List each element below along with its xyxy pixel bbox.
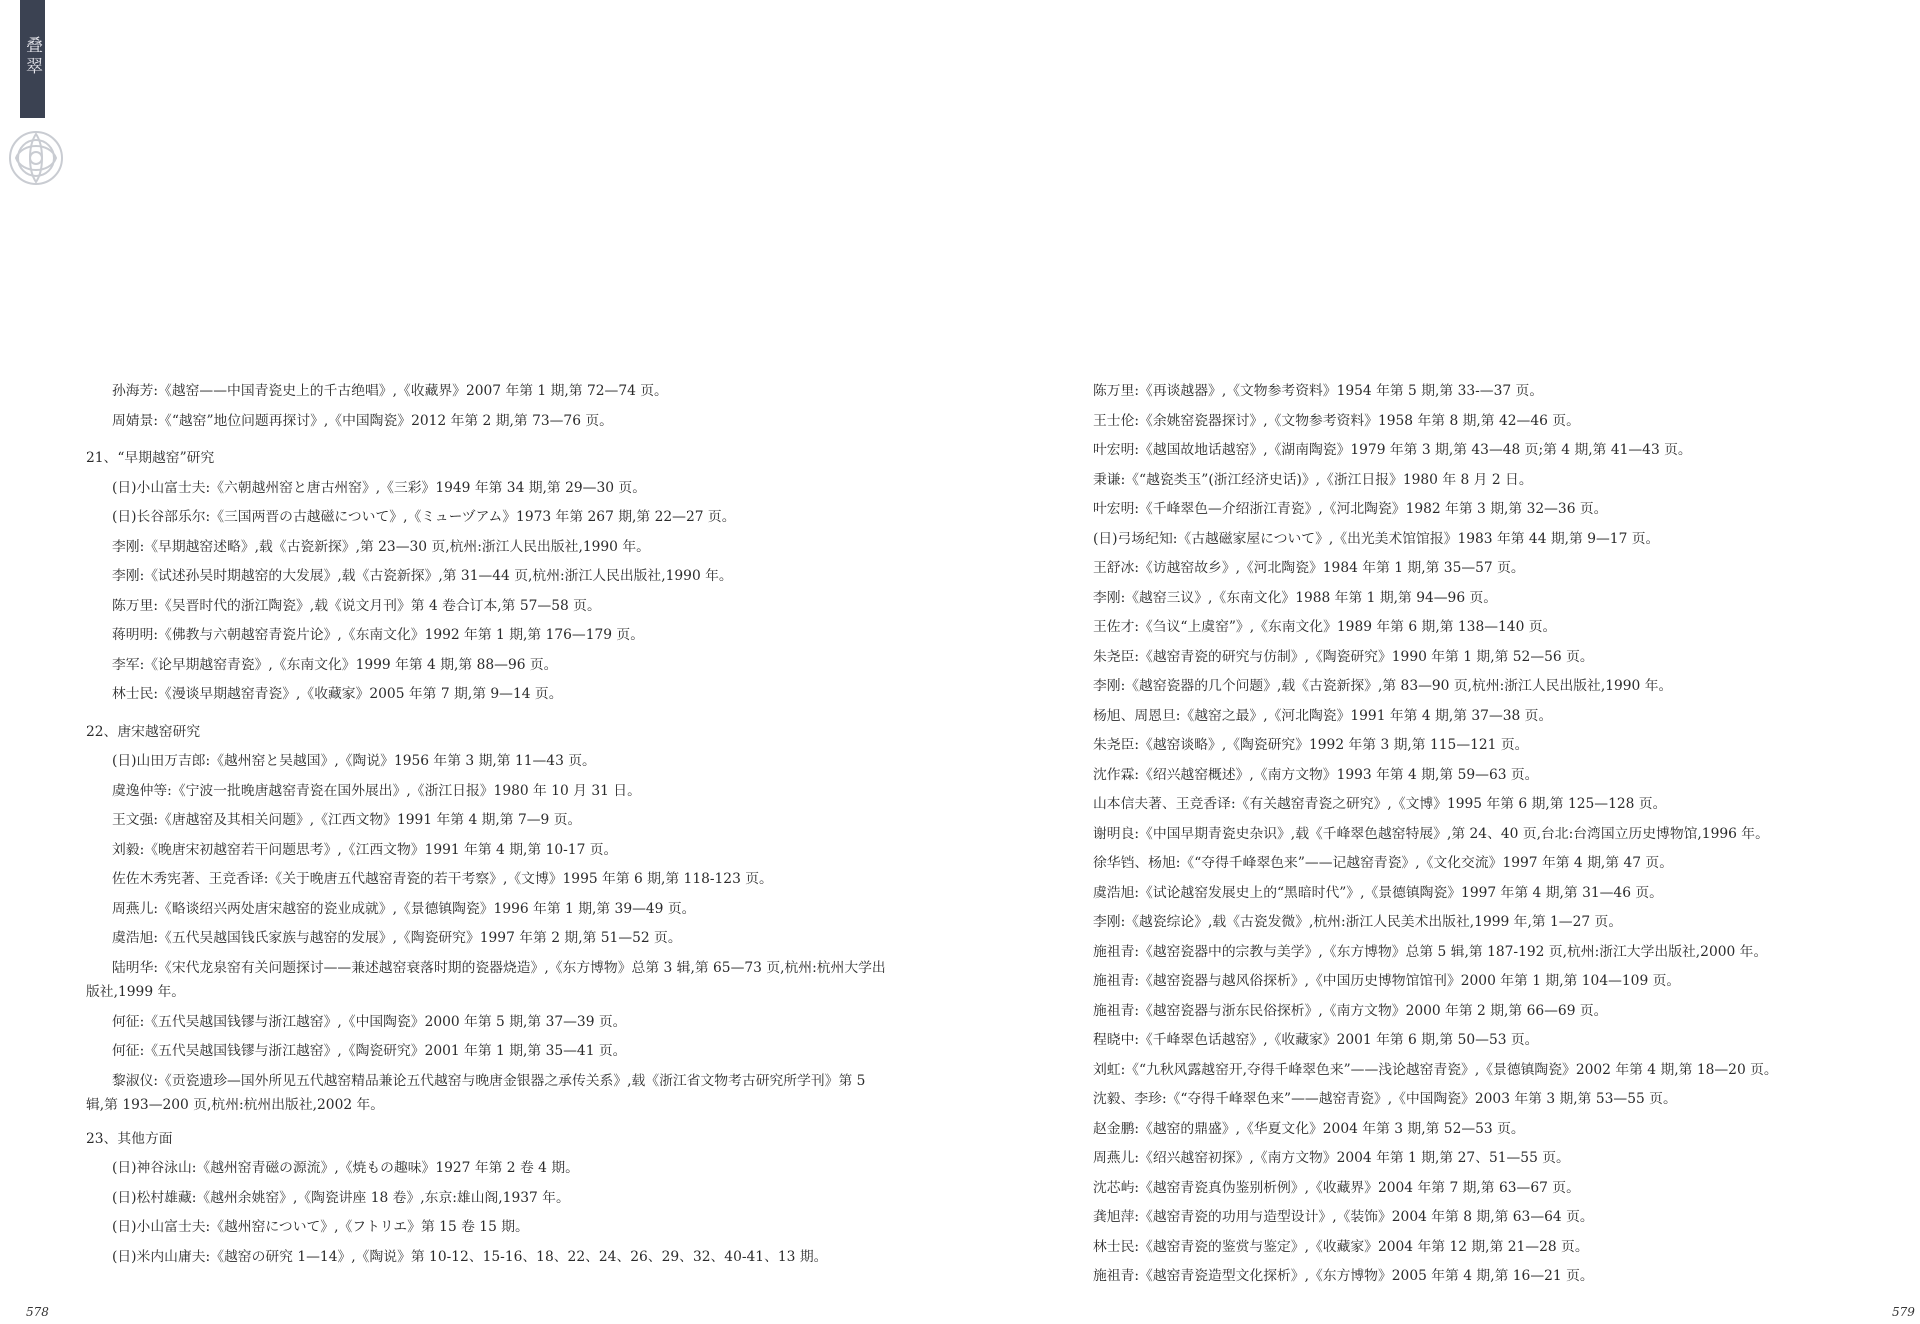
- reference-entry: 刘毅:《晚唐宋初越窑若干问题思考》,《江西文物》1991 年第 4 期,第 10-17 页。: [112, 841, 618, 858]
- reference-entry: 李刚:《越瓷综论》,载《古瓷发微》,杭州:浙江人民美术出版社,1999 年,第 1—27 页。: [1093, 914, 1623, 930]
- reference-entry: (日)山田万吉郎:《越州窑と吴越国》,《陶说》1956 年第 3 期,第 11—43 页。: [112, 753, 596, 769]
- reference-entry: 周燕儿:《略谈绍兴两处唐宋越窑的瓷业成就》,《景德镇陶瓷》1996 年第 1 期,第 39—49 页。: [112, 900, 696, 917]
- reference-entry: 何征:《五代吴越国钱镠与浙江越窑》,《陶瓷研究》2001 年第 1 期,第 35—41 页。: [112, 1043, 627, 1059]
- running-head: 叠翠: [22, 36, 42, 78]
- reference-entry: (日)小山富士夫:《六朝越州窑と唐古州窑》,《三彩》1949 年第 34 期,第 29—30 页。: [112, 479, 647, 496]
- reference-entry: 陈万里:《再谈越器》,《文物参考资料》1954 年第 5 期,第 33-—37 页。: [1093, 383, 1544, 399]
- reference-entry: 秉谦:《“越瓷类玉”(浙江经济史话)》,《浙江日报》1980 年 8 月 2 日。: [1093, 471, 1533, 488]
- reference-entry: 施祖青:《越窑瓷器与浙东民俗探析》,《南方文物》2000 年第 2 期,第 66—69 页。: [1093, 1002, 1608, 1019]
- ornamental-medallion-icon: [2, 124, 70, 192]
- reference-entry: 李刚:《越窑瓷器的几个问题》,载《古瓷新探》,第 83—90 页,杭州:浙江人民出版社,1990 年。: [1093, 678, 1673, 694]
- reference-entry: 施祖青:《越窑青瓷造型文化探析》,《东方博物》2005 年第 4 期,第 16—21 页。: [1093, 1268, 1594, 1284]
- reference-entry: 刘虹:《“九秋风露越窑开,夺得千峰翠色来”——浅论越窑青瓷》,《景德镇陶瓷》2002 年第 4 期,第 18—20 页。: [1093, 1061, 1778, 1078]
- section-heading: 22、唐宋越窑研究: [86, 723, 201, 740]
- reference-entry: 李军:《论早期越窑青瓷》,《东南文化》1999 年第 4 期,第 88—96 页。: [112, 656, 558, 673]
- reference-entry: 李刚:《试述孙吴时期越窑的大发展》,载《古瓷新探》,第 31—44 页,杭州:浙江人民出版社,1990 年。: [112, 568, 733, 584]
- reference-entry: (日)弓场纪知:《古越磁家屋について》,《出光美术馆馆报》1983 年第 44 期,第 9—17 页。: [1093, 530, 1660, 547]
- reference-entry: (日)米内山庸夫:《越窑の研究 1—14》,《陶说》第 10-12、15-16、18、22、24、26、29、32、40-41、13 期。: [112, 1248, 828, 1265]
- reference-entry: 陈万里:《吴晋时代的浙江陶瓷》,载《说文月刊》第 4 卷合订本,第 57—58 页。: [112, 597, 601, 614]
- reference-entry: 王佐才:《刍议“上虞窑”》,《东南文化》1989 年第 6 期,第 138—140 页。: [1093, 619, 1557, 635]
- reference-entry: 王舒冰:《访越窑故乡》,《河北陶瓷》1984 年第 1 期,第 35—57 页。: [1093, 560, 1525, 576]
- reference-entry: 王士伦:《余姚窑瓷器探讨》,《文物参考资料》1958 年第 8 期,第 42—46 页。: [1093, 412, 1580, 429]
- reference-entry: (日)小山富士夫:《越州窑について》,《フトリエ》第 15 卷 15 期。: [112, 1219, 529, 1235]
- reference-entry: 林士民:《漫谈早期越窑青瓷》,《收藏家》2005 年第 7 期,第 9—14 页。: [112, 686, 563, 702]
- reference-entry: 施祖青:《越窑瓷器中的宗教与美学》,《东方博物》总第 5 辑,第 187-192 页,杭州:浙江大学出版社,2000 年。: [1093, 943, 1768, 960]
- reference-entry: (日)松村雄藏:《越州余姚窑》,《陶瓷讲座 18 卷》,东京:雄山阁,1937 年。: [112, 1189, 570, 1206]
- reference-entry: (日)长谷部乐尔:《三国两晋の古越磁について》,《ミューヅアム》1973 年第 267 期,第 22—27 页。: [112, 509, 736, 525]
- reference-entry: 叶宏明:《越国故地话越窑》,《湖南陶瓷》1979 年第 3 期,第 43—48 页;第 4 期,第 41—43 页。: [1093, 442, 1692, 458]
- reference-entry: 林士民:《越窑青瓷的鉴赏与鉴定》,《收藏家》2004 年第 12 期,第 21—28 页。: [1093, 1238, 1589, 1255]
- reference-entry: 王文强:《唐越窑及其相关问题》,《江西文物》1991 年第 4 期,第 7—9 页。: [112, 812, 582, 828]
- reference-entry: 虞浩旭:《试论越窑发展史上的“黑暗时代”》,《景德镇陶瓷》1997 年第 4 期,第 31—46 页。: [1093, 884, 1663, 901]
- reference-entry: 沈芯屿:《越窑青瓷真伪鉴别析例》,《收藏界》2004 年第 7 期,第 63—67 页。: [1093, 1179, 1580, 1196]
- reference-entry: 龚旭萍:《越窑青瓷的功用与造型设计》,《装饰》2004 年第 8 期,第 63—64 页。: [1093, 1209, 1594, 1225]
- reference-entry: 何征:《五代吴越国钱镠与浙江越窑》,《中国陶瓷》2000 年第 5 期,第 37—39 页。: [112, 1013, 627, 1030]
- reference-entry: 谢明良:《中国早期青瓷史杂识》,载《千峰翠色越窑特展》,第 24、40 页,台北:台湾国立历史博物馆,1996 年。: [1093, 825, 1769, 842]
- reference-entry: 施祖青:《越窑瓷器与越风俗探析》,《中国历史博物馆馆刊》2000 年第 1 期,第 104—109 页。: [1093, 973, 1681, 989]
- reference-entry: 蒋明明:《佛教与六朝越窑青瓷片论》,《东南文化》1992 年第 1 期,第 176—179 页。: [112, 627, 645, 643]
- reference-entry: 李刚:《早期越窑述略》,载《古瓷新探》,第 23—30 页,杭州:浙江人民出版社,1990 年。: [112, 538, 650, 555]
- page-number-right: 579: [1892, 1305, 1915, 1319]
- section-heading: 23、其他方面: [86, 1130, 173, 1147]
- reference-entry: 沈作霖:《绍兴越窑概述》,《南方文物》1993 年第 4 期,第 59—63 页。: [1093, 766, 1539, 783]
- reference-entry: 虞逸仲等:《宁波一批晚唐越窑青瓷在国外展出》,《浙江日报》1980 年 10 月 31 日。: [112, 782, 641, 799]
- left-column: [86, 377, 886, 1272]
- reference-entry: 朱尧臣:《越窑青瓷的研究与仿制》,《陶瓷研究》1990 年第 1 期,第 52—56 页。: [1093, 648, 1594, 665]
- reference-entry: 虞浩旭:《五代吴越国钱氏家族与越窑的发展》,《陶瓷研究》1997 年第 2 期,第 51—52 页。: [112, 930, 682, 946]
- reference-entry: 赵金鹏:《越窑的鼎盛》,《华夏文化》2004 年第 3 期,第 52—53 页。: [1093, 1120, 1525, 1137]
- reference-entry: 黎淑仪:《贡瓷遗珍—国外所见五代越窑精品兼论五代越窑与晚唐金银器之承传关系》,载《浙江省文物考古研究所学刊》第 5 辑,第 193—200 页,杭州:杭州出版社,2002 年。: [86, 1072, 866, 1113]
- reference-entry: 朱尧臣:《越窑谈略》,《陶瓷研究》1992 年第 3 期,第 115—121 页。: [1093, 737, 1529, 753]
- reference-entry: 徐华铛、杨旭:《“夺得千峰翠色来”——记越窑青瓷》,《文化交流》1997 年第 4 期,第 47 页。: [1093, 855, 1673, 871]
- right-column: [1093, 377, 1913, 1292]
- reference-entry: 陆明华:《宋代龙泉窑有关问题探讨——兼述越窑衰落时期的瓷器烧造》,《东方博物》总第 3 辑,第 65—73 页,杭州:杭州大学出版社,1999 年。: [86, 959, 886, 1000]
- reference-entry: 沈毅、李珍:《“夺得千峰翠色来”——越窑青瓷》,《中国陶瓷》2003 年第 3 期,第 53—55 页。: [1093, 1091, 1677, 1107]
- reference-entry: 佐佐木秀宪著、王竞香译:《关于晚唐五代越窑青瓷的若干考察》,《文博》1995 年第 6 期,第 118-123 页。: [112, 871, 773, 887]
- page-number-left: 578: [26, 1305, 49, 1319]
- reference-entry: 程晓中:《千峰翠色话越窑》,《收藏家》2001 年第 6 期,第 50—53 页。: [1093, 1032, 1539, 1048]
- reference-entry: 周婧景:《“越窑”地位问题再探讨》,《中国陶瓷》2012 年第 2 期,第 73—76 页。: [112, 412, 613, 429]
- section-heading: 21、“早期越窑”研究: [86, 450, 215, 466]
- reference-entry: 孙海芳:《越窑——中国青瓷史上的千古绝唱》,《收藏界》2007 年第 1 期,第 72—74 页。: [112, 383, 668, 399]
- running-head-tab: [20, 0, 45, 118]
- reference-entry: 周燕儿:《绍兴越窑初探》,《南方文物》2004 年第 1 期,第 27、51—55 页。: [1093, 1150, 1570, 1166]
- reference-entry: 李刚:《越窑三议》,《东南文化》1988 年第 1 期,第 94—96 页。: [1093, 589, 1498, 606]
- reference-entry: 杨旭、周恩旦:《越窑之最》,《河北陶瓷》1991 年第 4 期,第 37—38 页。: [1093, 707, 1553, 724]
- reference-entry: (日)神谷泳山:《越州窑青磁の源流》,《焼もの趣味》1927 年第 2 卷 4 期。: [112, 1160, 579, 1176]
- reference-entry: 山本信夫著、王竞香译:《有关越窑青瓷之研究》,《文博》1995 年第 6 期,第 125—128 页。: [1093, 796, 1667, 812]
- reference-entry: 叶宏明:《千峰翠色—介绍浙江青瓷》,《河北陶瓷》1982 年第 3 期,第 32—36 页。: [1093, 501, 1608, 517]
